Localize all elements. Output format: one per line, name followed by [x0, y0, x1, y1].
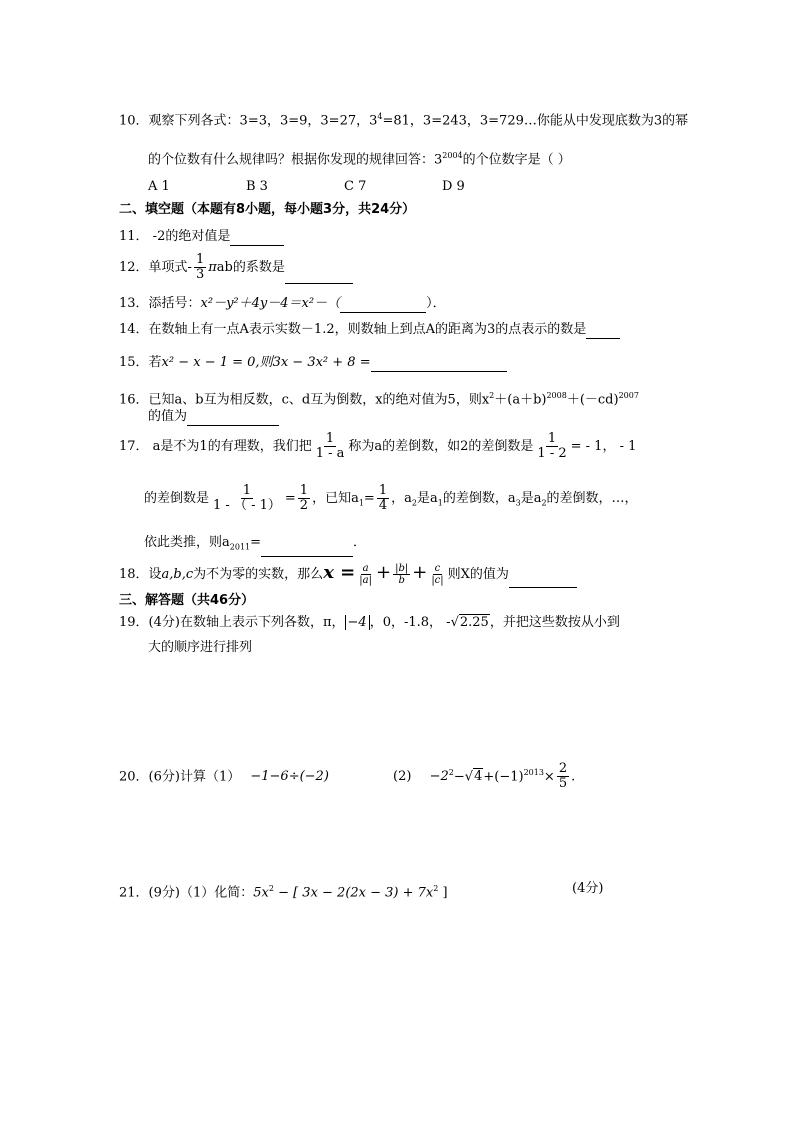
q16-sup1: 2: [489, 391, 495, 400]
section-2-title: 二、填空题（本题有8小题，每小题3分，共24分）: [119, 202, 416, 217]
q20-sqrt-radicand: 4: [474, 769, 483, 785]
q12-frac-num: 1: [195, 252, 205, 267]
q20-sup-2: 2013: [523, 768, 544, 777]
question-18: [119, 560, 577, 588]
q17-text-1: 17． a是不为1的有理数，我们把: [119, 439, 312, 454]
q18-t2-den: b: [398, 575, 405, 586]
q14-answer-blank[interactable]: [586, 324, 620, 339]
q20-f-num: 2: [558, 761, 568, 777]
q12-suffix: ab的系数是: [216, 260, 285, 275]
q17-text-5: =: [284, 491, 296, 506]
q19-mid: ，0，-1.8， -: [369, 615, 451, 630]
q17-f1-num: 1: [325, 431, 335, 446]
q18-plus-1: +: [375, 562, 392, 583]
q13-answer-blank[interactable]: [340, 298, 426, 313]
q12-pi: π: [208, 260, 217, 275]
question-17-line3: [144, 534, 366, 557]
q17-sub-2011: 2011: [229, 542, 251, 552]
q17-text-15: ．: [353, 535, 367, 550]
q21-expr-c: ]: [438, 885, 448, 901]
section-3-title: 三、解答题（共46分）: [119, 593, 255, 608]
q17-answer-blank[interactable]: [261, 542, 353, 557]
q17-text-6: ，已知a: [312, 491, 359, 506]
q21-prefix: 21．(9分)（1）化简：: [119, 885, 254, 901]
q17-sub-a3: 3: [515, 498, 521, 508]
question-19-line2: 大的顺序进行排列: [148, 640, 253, 655]
q17-f4-den: 2: [299, 498, 309, 513]
option-d[interactable]: D 9: [442, 179, 465, 194]
option-a[interactable]: A 1: [148, 179, 170, 194]
question-16-line1: [119, 387, 639, 409]
q17-sub-a2: 2: [411, 498, 417, 508]
q20-expr2-b: −: [453, 769, 465, 785]
q18-plus-2: +: [412, 562, 428, 583]
q20-end: .: [571, 769, 576, 785]
q17-fraction-3: [211, 484, 283, 513]
question-10-line2: [148, 147, 571, 169]
question-11: [119, 228, 284, 246]
q17-f2-num: 1: [547, 431, 557, 446]
q18-t3-num: c: [434, 563, 441, 574]
q17-sub-a1b: 1: [437, 498, 443, 508]
q16-sup3: 2007: [618, 391, 639, 400]
q21-sup-1: 2: [268, 884, 274, 893]
q17-text-9: 是a: [416, 491, 438, 506]
q19-prefix: 19．(4分)在数轴上表示下列各数，π，: [119, 615, 345, 630]
q16-text-2: 的值为: [148, 409, 188, 424]
q17-f3-den: 1 - （ - 1）: [213, 498, 281, 513]
q17-text-10: 的差倒数，a: [442, 491, 516, 506]
q17-sub-a2b: 2: [541, 498, 547, 508]
q21-expr-b: − [ 3x − 2(2x − 3) + 7x: [273, 885, 434, 901]
q13-expression: x²－y²＋4y－4＝x²－（: [200, 296, 341, 311]
q16-answer-blank[interactable]: [187, 411, 279, 426]
q20-prefix: 20．(6分)计算（1）: [119, 769, 241, 785]
q12-prefix: 12．单项式-: [119, 260, 192, 275]
q20-fraction: [557, 762, 569, 791]
q18-t1-num: a: [362, 563, 369, 574]
q11-text: 11． -2的绝对值是: [119, 229, 231, 244]
q10-text-b: =81，3=243，3=729…你能从中发现底数为3的幂: [382, 113, 689, 129]
q11-answer-blank[interactable]: [230, 231, 284, 246]
q16-sup2: 2008: [546, 391, 567, 400]
q18-t3-den: |c|: [431, 575, 444, 586]
q19-sqrt-radicand: 2.25: [459, 615, 489, 630]
question-19-line1: [119, 614, 620, 632]
q20-times: ×: [543, 769, 555, 785]
q18-x: x =: [323, 562, 356, 583]
question-17-line2: [144, 482, 638, 521]
q10-exponent: 4: [377, 112, 383, 121]
q17-text-3: = - 1， - 1: [570, 439, 637, 454]
q21-sup-2: 2: [433, 884, 439, 893]
q20-f-den: 5: [558, 776, 568, 792]
q17-f3-num: 1: [242, 483, 252, 498]
question-15: [119, 354, 507, 372]
q17-text-7: =: [363, 491, 375, 506]
q17-f4-num: 1: [299, 483, 309, 498]
q10-text-d: 的个位数字是（ ）: [462, 152, 571, 168]
q18-term-1: [357, 563, 374, 586]
question-10-options: [148, 178, 540, 196]
q18-term-3: [429, 563, 445, 586]
q10-text-c: 的个位数有什么规律吗？根据你发现的规律回答：3: [148, 152, 443, 168]
q16-mid1: ＋(a＋b): [494, 392, 547, 408]
question-13: [119, 295, 446, 313]
q10-exponent-2004: 2004: [442, 151, 463, 160]
q12-fraction: [194, 253, 206, 282]
q21-score: (4分): [572, 881, 604, 896]
q19-abs-value: −4: [345, 615, 370, 630]
option-b[interactable]: B 3: [246, 179, 268, 194]
q20-part-2: (2): [393, 769, 412, 785]
q13-suffix: ）．: [426, 296, 446, 311]
q17-f2-den: 1 - 2: [537, 446, 567, 461]
q10-text-a: 10．观察下列各式：3=3，3=9，3=27，3: [119, 113, 378, 129]
q19-suffix: ，并把这些数按从小到: [489, 615, 620, 630]
q18-suffix: 则X的值为: [447, 567, 509, 582]
question-14: [119, 321, 620, 339]
q18-term-2: [393, 563, 410, 586]
q13-prefix: 13．添括号：: [119, 296, 201, 311]
q17-text-12: 的差倒数，…，: [546, 491, 638, 506]
q16-mid2: ＋(－cd): [566, 392, 619, 408]
q17-f5-den: 4: [378, 498, 388, 513]
q17-text-11: 是a: [520, 491, 542, 506]
q17-fraction-5: [377, 484, 389, 513]
question-12: [119, 252, 353, 284]
q17-text-2: 称为a的差倒数，如2的差倒数是: [348, 439, 534, 454]
q12-frac-den: 3: [195, 267, 205, 282]
question-17-line1: [119, 430, 636, 464]
q18-prefix: 18．设: [119, 567, 162, 582]
q20-expression-1: −1−6÷(−2): [250, 769, 329, 785]
q17-fraction-4: [298, 484, 310, 513]
question-20: [119, 758, 575, 792]
q14-text: 14．在数轴上有一点A表示实数－1.2，则数轴上到点A的距离为3的点表示的数是: [119, 322, 587, 337]
q18-mid: 为不为零的实数，那么: [193, 567, 324, 582]
q17-fraction-2: [535, 432, 568, 461]
q15-answer-blank[interactable]: [371, 357, 507, 372]
q17-text-14: =: [250, 535, 262, 550]
q17-text-4: 的差倒数是: [144, 491, 210, 506]
q16-text: 16．已知a、b互为相反数，c、d互为倒数，x的绝对值为5，则x: [119, 392, 490, 408]
q15-expression: x² − x − 1 = 0,则3x − 3x² + 8 =: [161, 355, 371, 370]
q17-f1-den: 1 - a: [315, 446, 345, 461]
q19-sqrt-sign: √: [450, 615, 459, 630]
q20-expr2-a: −2: [429, 769, 449, 785]
q15-prefix: 15．若: [119, 355, 162, 370]
q18-answer-blank[interactable]: [509, 573, 577, 588]
question-10-line1: [119, 108, 688, 130]
q17-text-8: ，a: [391, 491, 412, 506]
q17-sub-a1: 1: [358, 498, 364, 508]
q12-answer-blank[interactable]: [285, 269, 353, 284]
q21-expr-a: 5x: [253, 885, 269, 901]
q17-f5-num: 1: [378, 483, 388, 498]
q18-t2-num: |b|: [395, 563, 409, 574]
q17-text-13: 依此类推，则a: [144, 535, 230, 550]
q17-fraction-1: [314, 432, 347, 461]
q20-sup-1: 2: [448, 768, 454, 777]
q18-t1-den: |a|: [359, 575, 372, 586]
q20-sqrt-sign: √: [464, 769, 474, 785]
q18-vars: a,b,c: [161, 567, 194, 582]
question-21: [119, 880, 448, 902]
question-16-line2: [148, 408, 279, 426]
q20-expr2-c: +(−1): [483, 769, 524, 785]
option-c[interactable]: C 7: [344, 179, 367, 194]
